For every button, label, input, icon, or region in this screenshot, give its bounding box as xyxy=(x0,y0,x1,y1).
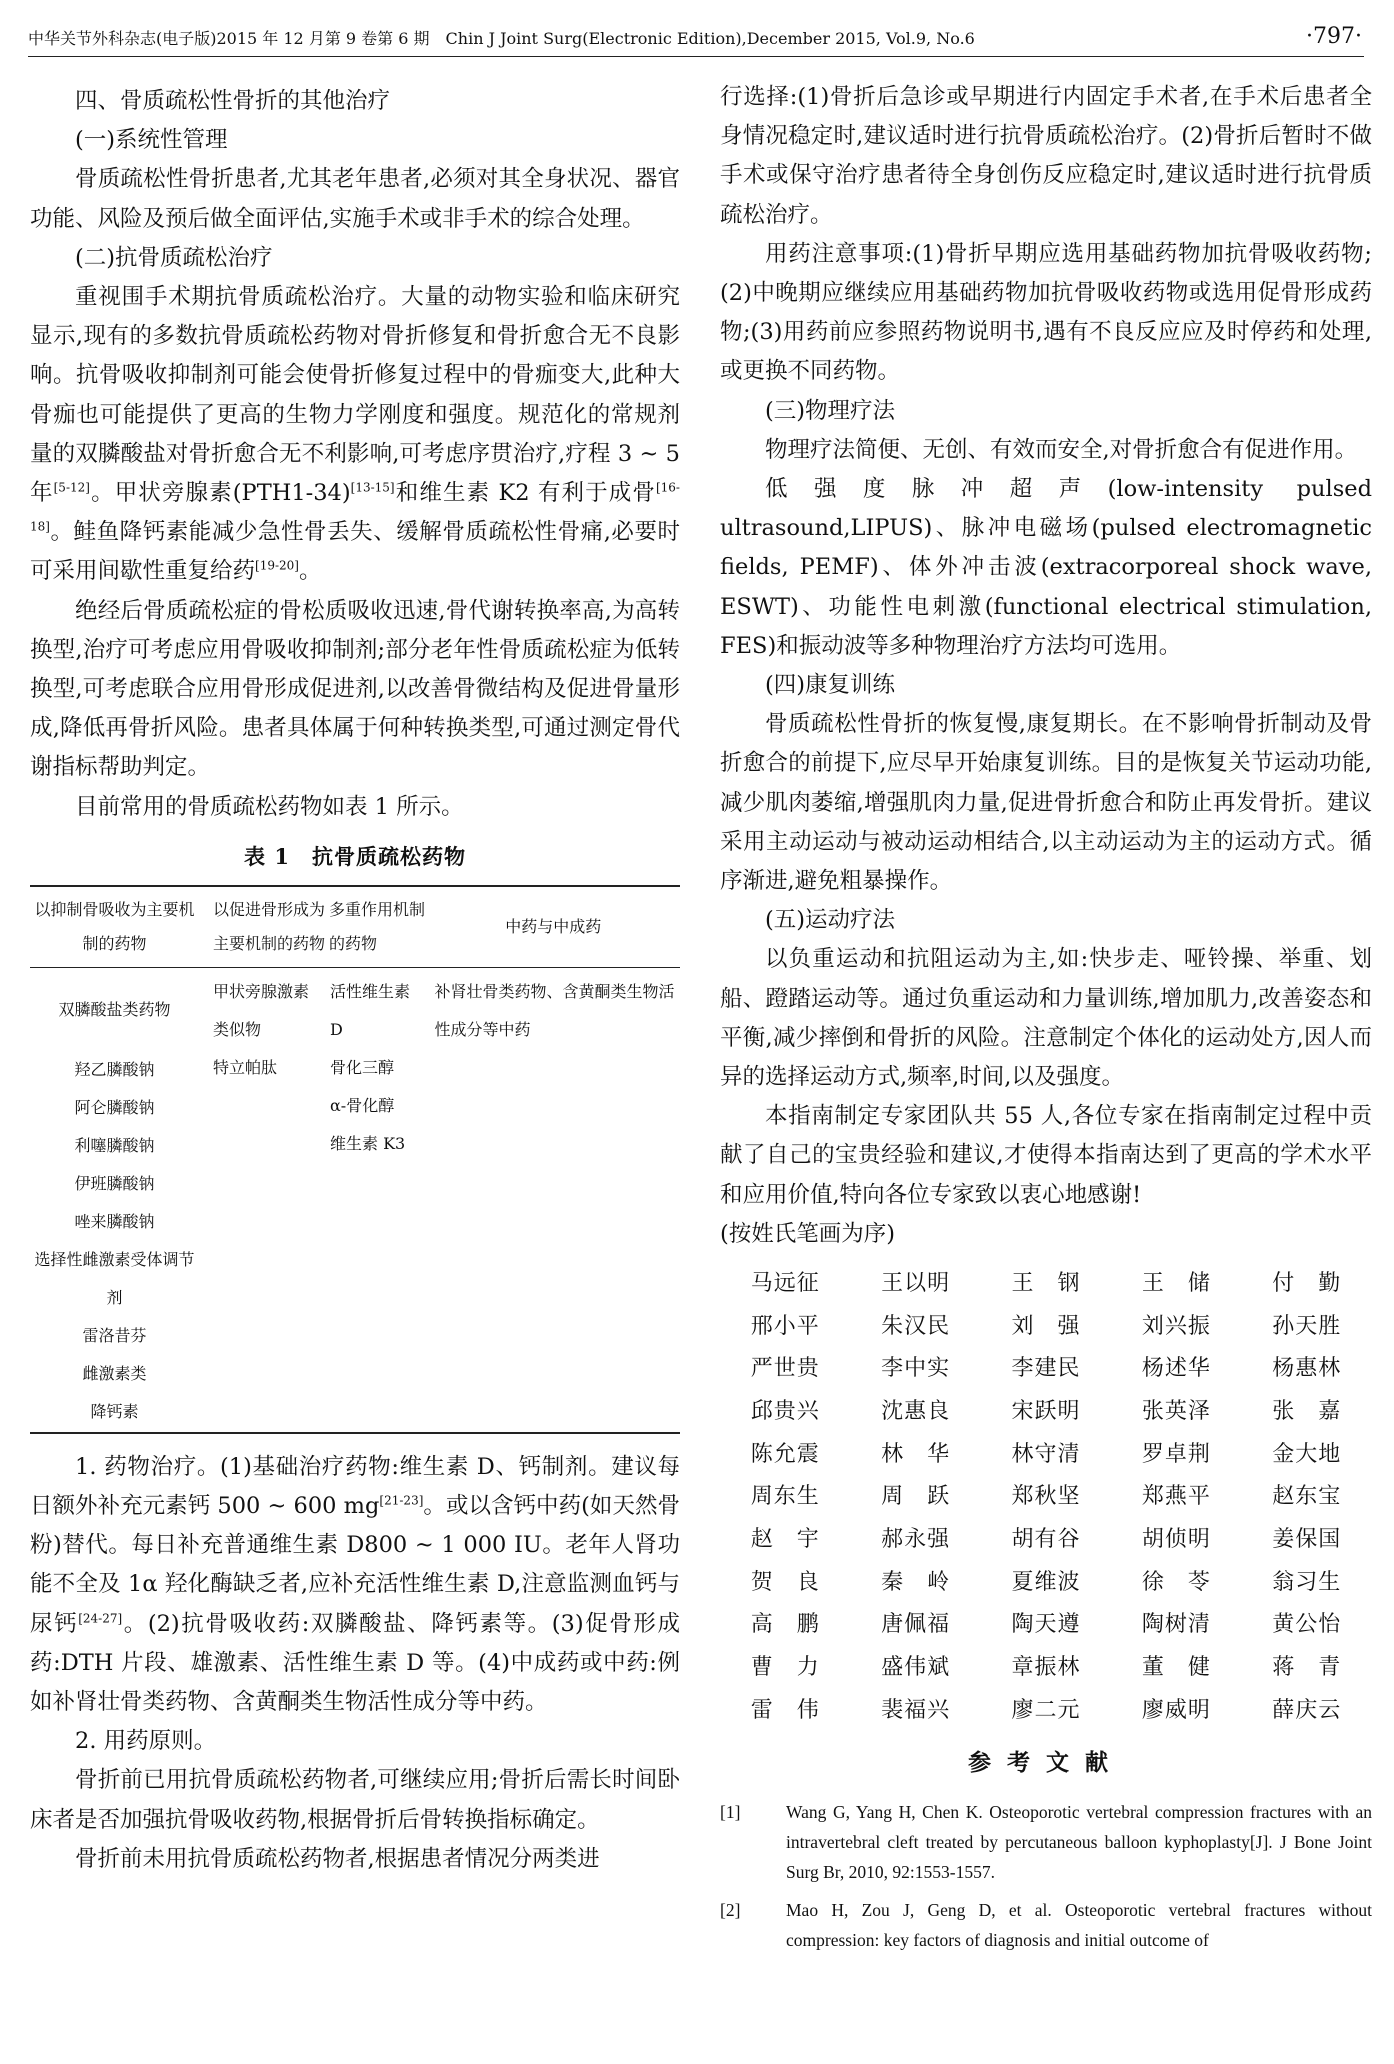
expert-name: 郑秋坚 xyxy=(1011,1484,1081,1510)
reference-text: Mao H, Zou J, Geng D, et al. Osteoporotic vertebral fractures without compression: key factors of diagnosis and initial outcome of xyxy=(786,1899,1372,1950)
expert-name: 王 钢 xyxy=(1011,1270,1081,1296)
expert-name: 金大地 xyxy=(1272,1441,1342,1467)
expert-name: 秦 岭 xyxy=(881,1569,951,1595)
expert-name: 廖二元 xyxy=(1011,1697,1081,1723)
paragraph: (按姓氏笔画为序) xyxy=(720,1220,896,1247)
table-header: 以抑制骨吸收为主要机制的药物 xyxy=(30,886,199,968)
paragraph: 骨质疏松性骨折患者,尤其老年患者,必须对其全身状况、器官功能、风险及预后做全面评估,实施手术或非手术的综合处理。 xyxy=(30,166,680,232)
expert-name: 裴福兴 xyxy=(881,1697,951,1723)
names-row xyxy=(720,1516,1372,1559)
expert-name: 李建民 xyxy=(1011,1356,1081,1382)
names-row xyxy=(720,1431,1372,1474)
expert-name: 郝永强 xyxy=(881,1527,951,1553)
citation: [5-12] xyxy=(53,480,90,495)
table-cell-item: 利噻膦酸钠 xyxy=(74,1135,155,1155)
subsection-heading: (五)运动疗法 xyxy=(765,907,896,934)
paragraph: 2. 用药原则。 xyxy=(75,1728,217,1755)
names-row xyxy=(720,1260,1372,1303)
expert-name: 陶天遵 xyxy=(1011,1612,1081,1638)
expert-name: 胡侦明 xyxy=(1141,1527,1211,1553)
expert-name: 胡有谷 xyxy=(1011,1527,1081,1553)
table-cell-item: 骨化三醇 xyxy=(330,1057,395,1077)
names-row xyxy=(720,1345,1372,1388)
expert-name: 郑燕平 xyxy=(1141,1484,1211,1510)
expert-name: 陶树清 xyxy=(1141,1612,1211,1638)
running-header: 中华关节外科杂志(电子版)2015 年 12 月第 9 卷第 6 期 Chin J Joint Surg(Electronic Edition),December 2015, Vol.9, No.6 xyxy=(28,29,975,48)
names-row xyxy=(720,1388,1372,1431)
expert-name: 宋跃明 xyxy=(1011,1399,1081,1424)
citation: [24-27] xyxy=(78,1611,123,1626)
expert-name: 邢小平 xyxy=(750,1313,820,1339)
subsection-heading: (四)康复训练 xyxy=(765,672,896,699)
expert-name: 杨述华 xyxy=(1141,1356,1211,1382)
expert-name: 杨惠林 xyxy=(1272,1356,1342,1382)
reference-item xyxy=(720,1895,1372,1955)
table-row xyxy=(30,967,680,1433)
expert-name: 薛庆云 xyxy=(1272,1697,1342,1723)
reference-number: [2] xyxy=(720,1899,741,1920)
paragraph: 1. 药物治疗。(1)基础治疗药物:维生素 D、钙制剂。建议每日额外补充元素钙 500 ~ 600 mg[21-23]。或以含钙中药(如天然骨粉)替代。每日补充普通维生素 D800 ~ 1 000 IU。老年人肾功能不全及 1α 羟化酶缺乏者,应补充活性维生素 D,注意监测血钙与尿钙[24-27]。(2)抗骨吸收药:双膦酸盐、降钙素等。(3)促骨形成药:DTH 片段、雄激素、活性维生素 D 等。(4)中成药或中药:例如补肾壮骨类药物、含黄酮类生物活性成分等中药。 xyxy=(30,1453,680,1716)
subsection-heading: (二)抗骨质疏松治疗 xyxy=(75,244,273,271)
table-header: 多重作用机制的药物 xyxy=(329,886,427,968)
expert-name: 王以明 xyxy=(881,1270,951,1296)
expert-name: 高 鹏 xyxy=(750,1612,820,1638)
table-header-row xyxy=(30,886,680,968)
paragraph: 骨折前未用抗骨质疏松药物者,根据患者情况分两类进 xyxy=(75,1845,600,1872)
table-cell xyxy=(329,967,427,1433)
expert-name: 刘兴振 xyxy=(1141,1313,1211,1339)
expert-name: 翁习生 xyxy=(1272,1569,1342,1595)
section-heading: 四、骨质疏松性骨折的其他治疗 xyxy=(75,88,391,114)
table-cell-item: 特立帕肽 xyxy=(213,1057,278,1077)
paragraph: 目前常用的骨质疏松药物如表 1 所示。 xyxy=(75,793,464,820)
names-row xyxy=(720,1303,1372,1346)
expert-name: 张英泽 xyxy=(1141,1399,1211,1424)
expert-name: 朱汉民 xyxy=(881,1313,951,1339)
table-cell-item: 雷洛昔芬 xyxy=(82,1325,147,1345)
table-cell-item: α-骨化醇 xyxy=(330,1095,395,1115)
header-rule xyxy=(28,56,1364,57)
expert-name: 曹 力 xyxy=(750,1655,820,1681)
table-cell-item: 选择性雌激素受体调节剂 xyxy=(34,1249,195,1307)
expert-name: 唐佩福 xyxy=(881,1612,951,1638)
expert-name: 黄公怡 xyxy=(1272,1612,1342,1638)
expert-name: 马远征 xyxy=(750,1270,820,1296)
citation: [16-18] xyxy=(30,480,680,534)
expert-name: 陈允震 xyxy=(750,1441,820,1467)
names-row xyxy=(720,1602,1372,1645)
table-cell-item: 甲状旁腺激素类似物 xyxy=(213,981,310,1039)
paragraph: 骨质疏松性骨折的恢复慢,康复期长。在不影响骨折制动及骨折愈合的前提下,应尽早开始康复训练。目的是恢复关节运动功能,减少肌肉萎缩,增强肌肉力量,促进骨折愈合和防止再发骨折。建议采用主动运动与被动运动相结合,以主动运动为主的运动方式。循序渐进,避免粗暴操作。 xyxy=(720,711,1372,895)
expert-name: 廖威明 xyxy=(1141,1697,1211,1723)
expert-names-table xyxy=(720,1260,1372,1730)
expert-name: 董 健 xyxy=(1141,1655,1211,1681)
reference-text: Wang G, Yang H, Chen K. Osteoporotic vertebral compression fractures with an intravertebral cleft treated by percutaneous balloon kyphoplasty[J]. J Bone Joint Surg Br, 2010, 92:1553-1557. xyxy=(786,1801,1372,1882)
expert-name: 章振林 xyxy=(1011,1655,1081,1681)
paragraph: 本指南制定专家团队共 55 人,各位专家在指南制定过程中贡献了自己的宝贵经验和建议,才使得本指南达到了更高的学术水平和应用价值,特向各位专家致以衷心地感谢! xyxy=(720,1103,1372,1208)
table-cell-item: 双膦酸盐类药物 xyxy=(58,999,171,1019)
reference-number: [1] xyxy=(720,1801,741,1822)
paragraph: 行选择:(1)骨折后急诊或早期进行内固定手术者,在手术后患者全身情况稳定时,建议适时进行抗骨质疏松治疗。(2)骨折后暂时不做手术或保守治疗患者待全身创伤反应稳定时,建议适时进行抗骨质疏松治疗。 xyxy=(720,84,1372,228)
expert-name: 周东生 xyxy=(750,1484,820,1510)
subsection-heading: (三)物理疗法 xyxy=(765,397,896,424)
paragraph: 骨折前已用抗骨质疏松药物者,可继续应用;骨折后需长时间卧床者是否加强抗骨吸收药物,根据骨折后骨转换指标确定。 xyxy=(30,1767,680,1833)
references-list xyxy=(720,1797,1372,1955)
subsection-heading: (一)系统性管理 xyxy=(75,127,228,154)
paragraph: 用药注意事项:(1)骨折早期应选用基础药物加抗骨吸收药物;(2)中晚期应继续应用基础药物加抗骨吸收药物或选用促骨形成药物;(3)用药前应参照药物说明书,遇有不良反应应及时停药和处理,或更换不同药物。 xyxy=(720,240,1372,385)
table-cell-item: 降钙素 xyxy=(90,1401,139,1421)
expert-name: 雷 伟 xyxy=(750,1697,820,1723)
names-row xyxy=(720,1474,1372,1517)
table-cell xyxy=(199,967,329,1433)
expert-name: 姜保国 xyxy=(1272,1527,1342,1553)
paragraph: 重视围手术期抗骨质疏松治疗。大量的动物实验和临床研究显示,现有的多数抗骨质疏松药物对骨折修复和骨折愈合无不良影响。抗骨吸收抑制剂可能会使骨折修复过程中的骨痂变大,此种大骨痂也可能提供了更高的生物力学刚度和强度。规范化的常规剂量的双膦酸盐对骨折愈合无不利影响,可考虑序贯治疗,疗程 3 ~ 5 年[5-12]。甲状旁腺素(PTH1-34)[13-15]和维生素 K2 有利于成骨[16-18]。鲑鱼降钙素能减少急性骨丢失、缓解骨质疏松性骨痛,必要时可采用间歇性重复给药[19-20]。 xyxy=(30,284,680,585)
expert-name: 孙天胜 xyxy=(1272,1313,1342,1339)
table-cell-item: 唑来膦酸钠 xyxy=(74,1211,155,1231)
expert-name: 蒋 青 xyxy=(1272,1655,1342,1681)
table-cell-item: 补肾壮骨类药物、含黄酮类生物活性成分等中药 xyxy=(434,981,675,1039)
table-cell-item: 活性维生素 D xyxy=(330,981,411,1039)
paragraph: 绝经后骨质疏松症的骨松质吸收迅速,骨代谢转换率高,为高转换型,治疗可考虑应用骨吸收抑制剂;部分老年性骨质疏松症为低转换型,可考虑联合应用骨形成促进剂,以改善骨微结构及促进骨量形成,降低再骨折风险。患者具体属于何种转换类型,可通过测定骨代谢指标帮助判定。 xyxy=(30,597,680,781)
table-cell-item: 伊班膦酸钠 xyxy=(74,1173,155,1193)
page-number: ·797· xyxy=(1306,24,1362,49)
drug-table xyxy=(30,885,680,1434)
paragraph: 以负重运动和抗阻运动为主,如:快步走、哑铃操、举重、划船、蹬踏运动等。通过负重运动和力量训练,增加肌力,改善姿态和平衡,减少摔倒和骨折的风险。注意制定个体化的运动处方,因人而异的选择运动方式,频率,时间,以及强度。 xyxy=(720,946,1372,1091)
expert-name: 邱贵兴 xyxy=(750,1399,820,1424)
names-row xyxy=(720,1644,1372,1687)
expert-name: 王 储 xyxy=(1141,1270,1211,1296)
table-caption: 表 1 抗骨质疏松药物 xyxy=(244,843,466,869)
expert-name: 付 勤 xyxy=(1272,1270,1342,1296)
citation: [19-20] xyxy=(255,558,299,573)
expert-name: 李中实 xyxy=(881,1356,951,1382)
table-header: 以促进骨形成为主要机制的药物 xyxy=(199,886,329,968)
expert-name: 赵东宝 xyxy=(1272,1484,1342,1510)
table-cell xyxy=(30,967,199,1433)
table-cell-item: 雌激素类 xyxy=(82,1363,147,1383)
expert-name: 沈惠良 xyxy=(881,1399,951,1424)
table-cell-item: 维生素 K3 xyxy=(330,1133,406,1153)
expert-name: 贺 良 xyxy=(750,1569,820,1595)
reference-item xyxy=(720,1797,1372,1887)
expert-name: 严世贵 xyxy=(750,1356,820,1382)
names-row xyxy=(720,1687,1372,1730)
table-header: 中药与中成药 xyxy=(427,886,681,968)
left-column xyxy=(30,82,680,1879)
table-cell-item: 羟乙膦酸钠 xyxy=(74,1059,155,1079)
expert-name: 林 华 xyxy=(881,1441,951,1467)
right-column xyxy=(720,78,1372,1963)
expert-name: 赵 宇 xyxy=(750,1527,820,1553)
expert-name: 盛伟斌 xyxy=(881,1655,951,1681)
citation: [21-23] xyxy=(379,1493,424,1508)
expert-name: 林守清 xyxy=(1011,1441,1081,1467)
expert-name: 徐 苓 xyxy=(1141,1569,1211,1595)
expert-name: 夏维波 xyxy=(1011,1569,1081,1595)
citation: [13-15] xyxy=(350,480,395,495)
names-row xyxy=(720,1559,1372,1602)
expert-name: 周 跃 xyxy=(881,1484,951,1510)
references-heading: 参考文献 xyxy=(968,1748,1124,1776)
expert-name: 刘 强 xyxy=(1011,1313,1081,1339)
expert-name: 张 嘉 xyxy=(1272,1399,1342,1424)
paragraph: 低强度脉冲超声(low-intensity pulsed ultrasound,LIPUS)、脉冲电磁场(pulsed electromagnetic fields, PEMF)、体外冲击波(extracorporeal shock wave, ESWT)、功能性电刺激(functional electrical stimulation, FES)和振动波等多种物理治疗方法均可选用。 xyxy=(720,476,1372,659)
paragraph: 物理疗法简便、无创、有效而安全,对骨折愈合有促进作用。 xyxy=(765,436,1358,463)
table-cell xyxy=(427,967,681,1433)
table-cell-item: 阿仑膦酸钠 xyxy=(74,1097,155,1117)
expert-name: 罗卓荆 xyxy=(1141,1441,1211,1467)
